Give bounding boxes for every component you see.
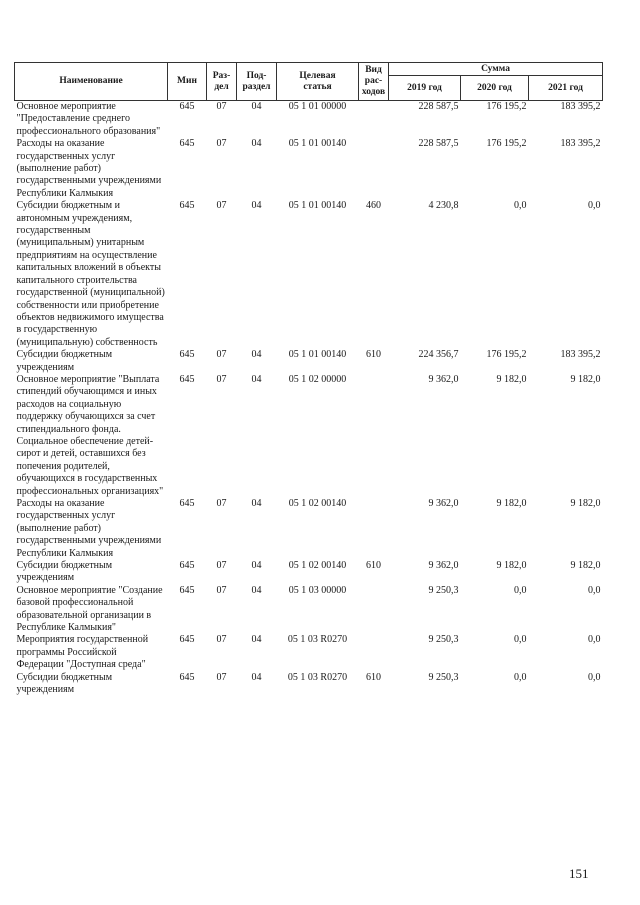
header-min: Мин: [168, 63, 207, 101]
row-podrazdel: 04: [251, 101, 262, 112]
row-min: 645: [179, 101, 195, 112]
row-target: 05 1 02 00140: [288, 498, 347, 509]
row-min: 645: [179, 671, 195, 683]
row-name: Субсидии бюджетным учреждениям: [16, 671, 113, 696]
row-target: 05 1 02 00000: [288, 373, 347, 385]
row-min: 645: [179, 634, 195, 646]
row-vid: 460: [366, 200, 381, 212]
row-podrazdel: 04: [251, 584, 262, 596]
row-2021: 9 182,0: [570, 498, 601, 509]
row-2020: 0,0: [514, 634, 527, 646]
table-row: [15, 498, 603, 560]
row-2019: 9 250,3: [428, 584, 459, 596]
row-name: Расходы на оказание государственных услуг (выполнение работ) государственными учреждениями Республики Калмыкия: [16, 498, 162, 559]
table-row: [15, 374, 603, 498]
row-razdel: 07: [216, 101, 227, 112]
row-target: 05 1 02 00140: [288, 560, 347, 572]
row-vid: 610: [366, 560, 381, 572]
row-podrazdel: 04: [251, 349, 262, 361]
row-2020: 176 195,2: [486, 349, 527, 361]
row-podrazdel: 04: [251, 373, 262, 385]
row-2019: 228 587,5: [418, 101, 459, 112]
row-2021: 183 395,2: [560, 101, 601, 112]
row-min: 645: [179, 138, 195, 150]
table-row: [15, 585, 603, 635]
row-target: 05 1 03 00000: [288, 584, 347, 596]
header-2021: 2021 год: [529, 76, 603, 101]
table-row: [15, 672, 603, 697]
row-name: Субсидии бюджетным учреждениям: [16, 560, 113, 584]
row-2019: 9 362,0: [428, 373, 459, 385]
row-razdel: 07: [216, 634, 227, 646]
row-2019: 4 230,8: [428, 200, 459, 212]
row-razdel: 07: [216, 349, 227, 361]
row-2019: 9 250,3: [428, 634, 459, 646]
row-target: 05 1 03 R0270: [287, 634, 348, 646]
row-2020: 9 182,0: [496, 498, 527, 509]
row-2020: 0,0: [514, 200, 527, 212]
table-row: [15, 349, 603, 374]
row-2021: 9 182,0: [570, 560, 601, 572]
table-row: [15, 200, 603, 349]
page-number: 151: [569, 866, 589, 881]
row-razdel: 07: [216, 373, 227, 385]
row-podrazdel: 04: [251, 498, 262, 509]
header-vid: Вид рас- ходов: [359, 63, 389, 101]
row-target: 05 1 01 00140: [288, 349, 347, 361]
header-podrazdel: Под- раздел: [237, 63, 277, 101]
row-2020: 0,0: [514, 671, 527, 683]
header-2019: 2019 год: [389, 76, 461, 101]
row-name: Основное мероприятие "Предоставление среднего профессионального образования": [16, 101, 161, 137]
row-min: 645: [179, 373, 195, 385]
table-row: [15, 634, 603, 671]
header-2020: 2020 год: [461, 76, 529, 101]
row-razdel: 07: [216, 498, 227, 509]
row-name: Основное мероприятие "Выплата стипендий обучающимся и иных расходов на социальную поддержку обучающихся за счет стипендиального фонда. Социальное обеспечение детей-сирот и детей, оставшихся без попечения родителей, обучающихся в государственных профессиональных организациях": [16, 373, 164, 497]
row-2019: 9 250,3: [428, 671, 459, 683]
row-min: 645: [179, 200, 195, 212]
row-name: Мероприятия государственной программы Российской Федерации "Доступная среда": [16, 634, 149, 671]
header-razdel: Раз- дел: [207, 63, 237, 101]
row-vid: [359, 374, 389, 498]
row-podrazdel: 04: [251, 634, 262, 646]
row-min: 645: [179, 349, 195, 361]
row-min: 645: [179, 560, 195, 572]
table-row: [15, 101, 603, 139]
row-target: 05 1 01 00140: [288, 200, 347, 212]
row-2020: 9 182,0: [496, 373, 527, 385]
row-vid: [359, 634, 389, 671]
row-2020: 9 182,0: [496, 560, 527, 572]
row-vid: [359, 498, 389, 560]
row-target: 05 1 03 R0270: [287, 671, 348, 683]
row-razdel: 07: [216, 584, 227, 596]
row-podrazdel: 04: [251, 671, 262, 683]
row-min: 645: [179, 584, 195, 596]
row-podrazdel: 04: [251, 200, 262, 212]
row-2020: 176 195,2: [486, 138, 527, 150]
row-vid: [359, 585, 389, 635]
row-2021: 183 395,2: [560, 349, 601, 361]
row-2021: 183 395,2: [560, 138, 601, 150]
row-2021: 9 182,0: [570, 373, 601, 385]
row-razdel: 07: [216, 671, 227, 683]
table-header: [15, 63, 603, 101]
header-sum: Сумма: [389, 63, 603, 76]
row-name: Основное мероприятие "Создание базовой профессиональной образовательной организации в Республике Калмыкия": [16, 584, 163, 634]
header-name: Наименование: [15, 63, 168, 101]
row-razdel: 07: [216, 138, 227, 150]
row-2021: 0,0: [588, 671, 601, 683]
budget-page: [14, 62, 602, 697]
row-2019: 224 356,7: [418, 349, 459, 361]
row-vid: 610: [366, 349, 381, 361]
row-target: 05 1 01 00140: [288, 138, 347, 150]
row-razdel: 07: [216, 560, 227, 572]
table-row: [15, 560, 603, 585]
row-target: 05 1 01 00000: [288, 101, 347, 112]
row-name: Субсидии бюджетным и автономным учреждениям, государственным (муниципальным) унитарным предприятиям на осуществление капитальных вложений в объекты капитального строительства государственной (муниципальной) собственности или приобретение объектов недвижимого имущества в государственную (муниципальную) собственность: [16, 200, 165, 348]
row-razdel: 07: [216, 200, 227, 212]
row-2019: 228 587,5: [418, 138, 459, 150]
row-vid: 610: [366, 671, 381, 683]
table-row: [15, 138, 603, 200]
row-name: Расходы на оказание государственных услуг (выполнение работ) государственными учреждениями Республики Калмыкия: [16, 138, 162, 199]
row-2020: 176 195,2: [486, 101, 527, 112]
row-podrazdel: 04: [251, 560, 262, 572]
row-name: Субсидии бюджетным учреждениям: [16, 349, 113, 373]
row-min: 645: [179, 498, 195, 509]
row-2021: 0,0: [588, 634, 601, 646]
row-vid: [359, 138, 389, 200]
row-2020: 0,0: [514, 584, 527, 596]
budget-table: [14, 62, 603, 697]
table-body: [15, 101, 603, 697]
row-podrazdel: 04: [251, 138, 262, 150]
header-target: Целевая статья: [277, 63, 359, 101]
row-2021: 0,0: [588, 584, 601, 596]
row-2019: 9 362,0: [428, 498, 459, 509]
row-2019: 9 362,0: [428, 560, 459, 572]
row-2021: 0,0: [588, 200, 601, 212]
row-vid: [359, 101, 389, 139]
